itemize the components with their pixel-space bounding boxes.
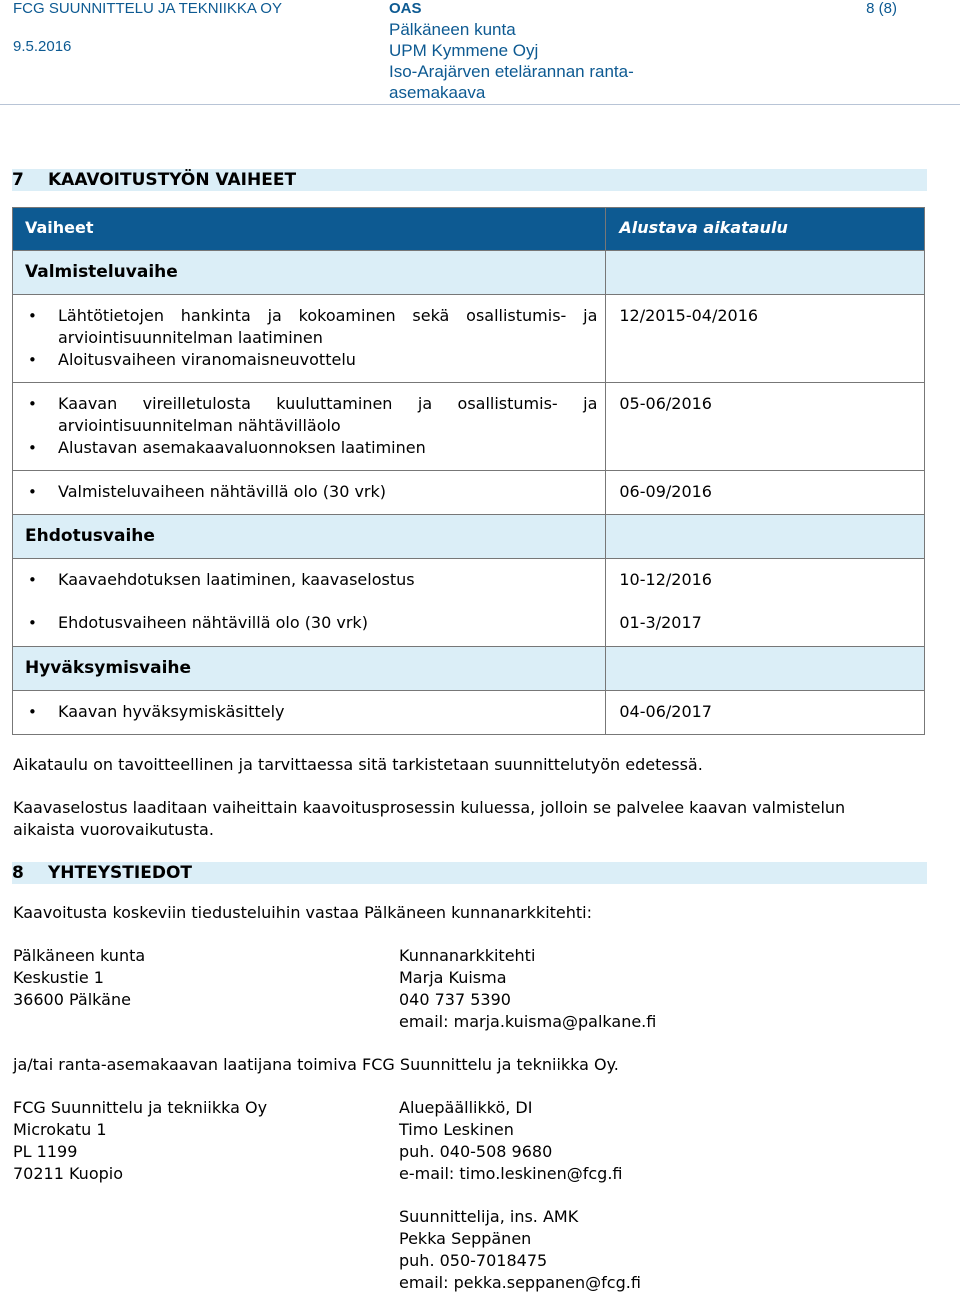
architect-contact: Kunnanarkkitehti Marja Kuisma 040 737 5390 email: marja.kuisma@palkane.fi (399, 946, 657, 1031)
section-8-heading (12, 862, 927, 884)
list-item: • Lähtötietojen hankinta ja kokoaminen sekä osallistumis- ja arviointisuunnitelman laatiminen (58, 305, 597, 349)
phase-title: Valmisteluvaihe (25, 262, 178, 282)
planner-contact: Suunnittelija, ins. AMK Pekka Seppänen puh. 050-7018475 email: pekka.seppanen@fcg.fi (399, 1207, 641, 1292)
list-item: • Ehdotusvaiheen nähtävillä olo (30 vrk) (58, 612, 597, 634)
contact-intro: Kaavoitusta koskeviin tiedusteluihin vastaa Pälkäneen kunnanarkkitehti: (13, 903, 593, 922)
list-item: • Aloitusvaiheen viranomaisneuvottelu (58, 349, 597, 371)
phase-title: Ehdotusvaihe (25, 526, 155, 546)
schedule-date: 05-06/2016 (619, 394, 712, 413)
column-header-phases: Vaiheet (13, 208, 606, 251)
page-header (0, 0, 960, 105)
schedule-note: Aikataulu on tavoitteellinen ja tarvittaessa sitä tarkistetaan suunnittelutyön edetessä. (13, 755, 703, 774)
regional-manager-contact: Aluepäällikkö, DI Timo Leskinen puh. 040-508 9680 e-mail: timo.leskinen@fcg.fi (399, 1098, 623, 1183)
schedule-date: 04-06/2017 (619, 702, 712, 721)
table-header-row (13, 208, 925, 251)
header-document-info (389, 0, 719, 103)
description-note: Kaavaselostus laaditaan vaiheittain kaavoitusprosessin kuluessa, jolloin se palvelee kaavan valmistelun aikaista vuorovaikutusta. (13, 798, 846, 839)
list-item: • Kaavaehdotuksen laatiminen, kaavaselostus (58, 569, 597, 591)
phase-title: Hyväksymisvaihe (25, 658, 192, 678)
table-row (13, 295, 925, 383)
table-row (13, 383, 925, 471)
section-number: 7 (12, 170, 24, 190)
company-address: FCG Suunnittelu ja tekniikka Oy Microkatu 1 PL 1199 70211 Kuopio (13, 1098, 268, 1183)
task-list (13, 691, 605, 731)
task-list (13, 559, 605, 642)
list-item: • Kaavan vireilletulosta kuuluttaminen ja osallistumis- ja arviointisuunnitelman nähtävilläolo (58, 393, 597, 437)
table-row (13, 691, 925, 735)
consultant-intro: ja/tai ranta-asemakaavan laatijana toimiva FCG Suunnittelu ja tekniikka Oy. (13, 1055, 619, 1074)
table-row (13, 559, 925, 647)
header-line: Iso-Arajärven etelärannan ranta- (389, 62, 634, 81)
list-item: • Kaavan hyväksymiskäsittely (58, 701, 597, 723)
header-company: FCG SUUNNITTELU JA TEKNIIKKA OY (13, 0, 282, 17)
schedule-date: 01-3/2017 (619, 613, 702, 632)
header-line: asemakaava (389, 83, 486, 102)
schedule-date: 06-09/2016 (619, 482, 712, 501)
section-7-heading (12, 169, 927, 191)
list-item: • Alustavan asemakaavaluonnoksen laatiminen (58, 437, 597, 459)
schedule-date: 12/2015-04/2016 (619, 306, 759, 325)
section-number: 8 (12, 863, 24, 883)
column-header-schedule: Alustava aikataulu (606, 208, 925, 251)
schedule-date: 10-12/2016 (619, 570, 712, 589)
phase-row-proposal (13, 515, 925, 559)
list-item: • Valmisteluvaiheen nähtävillä olo (30 vrk) (58, 481, 597, 503)
header-line: Pälkäneen kunta (389, 20, 516, 39)
table-row (13, 471, 925, 515)
task-list (13, 383, 605, 467)
header-doc-type: OAS (389, 0, 422, 17)
municipality-address: Pälkäneen kunta Keskustie 1 36600 Pälkäne (13, 946, 146, 1009)
page-number: 8 (8) (866, 0, 897, 17)
task-list (13, 295, 605, 379)
schedule-table (12, 207, 925, 735)
task-list (13, 471, 605, 511)
phase-row-preparation (13, 251, 925, 295)
phase-row-approval (13, 647, 925, 691)
section-title: YHTEYSTIEDOT (48, 863, 192, 883)
header-date: 9.5.2016 (13, 38, 72, 55)
header-line: UPM Kymmene Oyj (389, 41, 539, 60)
section-title: KAAVOITUSTYÖN VAIHEET (48, 170, 297, 190)
